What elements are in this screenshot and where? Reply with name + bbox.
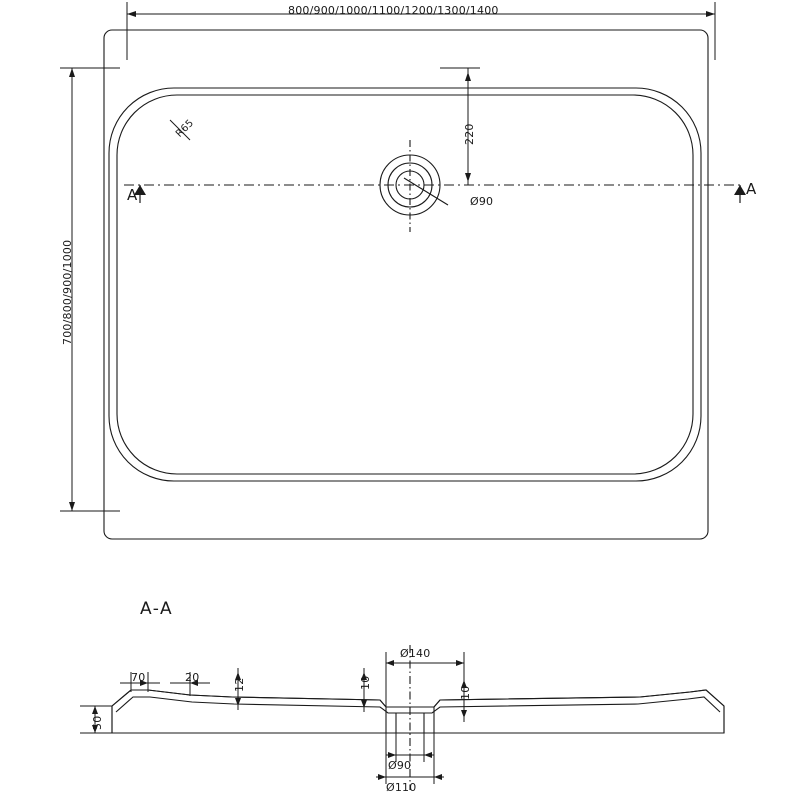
drain-hole-label: Ø90: [388, 759, 412, 772]
section-view-label: A-A: [140, 599, 174, 619]
drain-lip-height-label: 10: [459, 685, 472, 700]
height-dimension-label: 700/800/900/1000: [61, 239, 74, 345]
flange-diameter-label: Ø140: [400, 647, 431, 660]
corner-radius-label: R65: [174, 117, 197, 140]
section-profile: [112, 690, 724, 733]
tray-outline: [104, 30, 708, 539]
flange-diameter-dimension: [386, 652, 464, 712]
edge-width-label: 70: [131, 671, 146, 684]
section-marker-right: A: [746, 180, 757, 198]
drain-offset-label: 220: [463, 123, 476, 145]
tray-inner-basin: [109, 88, 701, 481]
tray-height-label: 50: [91, 715, 104, 730]
section-height-dims: [235, 668, 467, 722]
drain-diameter-leader: [404, 178, 448, 205]
drain-zone-height-label: 10: [359, 675, 372, 690]
step-width-label: 20: [185, 671, 200, 684]
section-marker-left: A: [127, 186, 138, 204]
drain-outer-label: Ø110: [386, 781, 417, 794]
drain-diameter-label: Ø90: [470, 195, 494, 208]
inner-depth-label: 12: [233, 677, 246, 692]
width-dimension-label: 800/900/1000/1100/1200/1300/1400: [288, 4, 499, 17]
